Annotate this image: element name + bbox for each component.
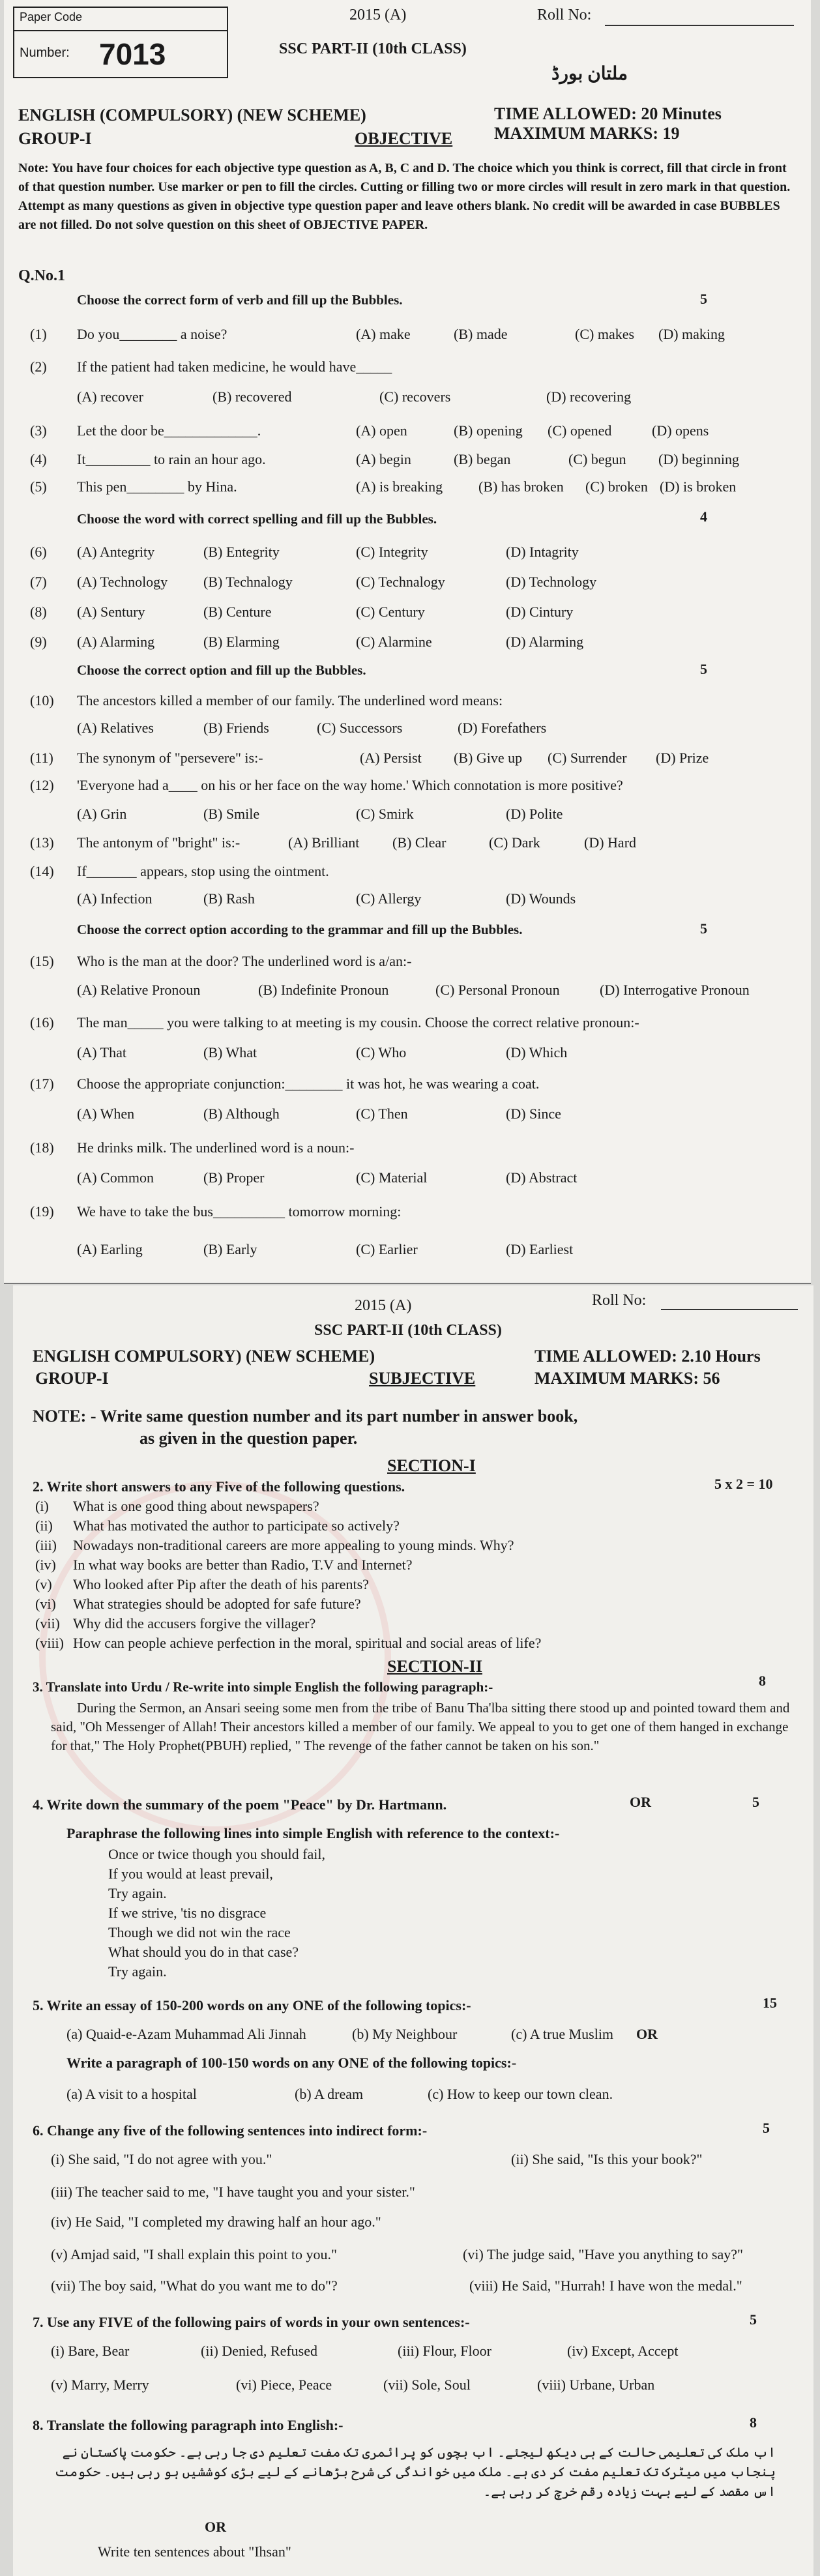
q2-heading: 2. Write short answers to any Five of the following questions.: [33, 1478, 405, 1495]
q2-item-number: (viii): [35, 1635, 64, 1651]
q2-item-number: (iv): [35, 1557, 56, 1573]
q2-item-text: In what way books are better than Radio, T.V and Internet?: [73, 1557, 413, 1573]
mcq-options-row: (A) Earling (B) Early (C) Earlier (D) Earliest: [77, 1241, 574, 1257]
mcq-options-row: (A) recover (B) recovered (C) recovers (D) recovering: [77, 388, 632, 405]
mcq-row: (7) (A) Technology (B) Technalogy (C) Technalogy (D) Technology: [30, 574, 597, 590]
paper-number: 7013: [99, 37, 166, 71]
board-urdu: ملتان بورڈ: [551, 64, 628, 84]
mcq-row: (11) The synonym of "persevere" is:- (A) Persist (B) Give up (C) Surrender (D) Prize: [30, 750, 709, 766]
q4-marks: 5: [752, 1794, 759, 1810]
q7-item: (iv) Except, Accept: [567, 2343, 679, 2359]
roll-label: Roll No:: [537, 7, 592, 23]
section-marks: 5: [700, 920, 707, 937]
q6-item: (v) Amjad said, "I shall explain this point to you.": [51, 2246, 337, 2262]
q2-item-text: What has motivated the author to participate so actively?: [73, 1517, 400, 1534]
subject: ENGLISH (COMPULSORY) (NEW SCHEME): [18, 106, 366, 124]
group: GROUP-I: [18, 129, 92, 148]
year: 2015 (A): [355, 1297, 412, 1314]
poem-line: Once or twice though you should fail,: [108, 1846, 325, 1862]
time-allowed: TIME ALLOWED: 20 Minutes: [494, 104, 722, 123]
mcq-row: (8) (A) Sentury (B) Centure (C) Century (D) Cintury: [30, 604, 574, 620]
q2-item-number: (vi): [35, 1596, 56, 1612]
section-instruction: Choose the correct form of verb and fill up the Bubbles.: [77, 292, 403, 308]
section-marks: 4: [700, 508, 707, 525]
mcq-row: (2) If the patient had taken medicine, he would have_____: [30, 359, 392, 375]
q7-item: (iii) Flour, Floor: [398, 2343, 491, 2359]
max-marks: MAXIMUM MARKS: 56: [534, 1369, 720, 1388]
q5-heading: 5. Write an essay of 150-200 words on any ONE of the following topics:-: [33, 1997, 471, 2013]
q6-item: (vii) The boy said, "What do you want me to do"?: [51, 2277, 338, 2294]
section-instruction: Choose the correct option and fill up the Bubbles.: [77, 662, 366, 678]
mcq-options-row: (A) That (B) What (C) Who (D) Which: [77, 1044, 568, 1061]
mcq-row: (14) If_______ appears, stop using the ointment.: [30, 863, 329, 879]
paper-code-box: [13, 7, 228, 78]
mcq-options-row: (A) Relative Pronoun (B) Indefinite Pronoun (C) Personal Pronoun (D) Interrogative Pronoun: [77, 982, 750, 998]
section-instruction: Choose the word with correct spelling and fill up the Bubbles.: [77, 511, 437, 527]
q5-alt-topic: (a) A visit to a hospital: [66, 2086, 197, 2102]
poem-line: If we strive, 'tis no disgrace: [108, 1905, 267, 1921]
mcq-row: (13) The antonym of "bright" is:- (A) Brilliant (B) Clear (C) Dark (D) Hard: [30, 834, 637, 851]
q2-item-text: Who looked after Pip after the death of his parents?: [73, 1576, 369, 1592]
q5-alt-topic: (c) How to keep our town clean.: [428, 2086, 613, 2102]
mcq-row: (10) The ancestors killed a member of our family. The underlined word means:: [30, 692, 503, 709]
mcq-row: (15) Who is the man at the door? The underlined word is a/an:-: [30, 953, 412, 969]
mcq-row: (6) (A) Antegrity (B) Entegrity (C) Integrity (D) Intagrity: [30, 544, 579, 560]
roll-label: Roll No:: [592, 1292, 647, 1309]
q6-item: (viii) He Said, "Hurrah! I have won the medal.": [469, 2277, 742, 2294]
q7-marks: 5: [750, 2311, 757, 2328]
q6-marks: 5: [763, 2120, 770, 2136]
q2-item-number: (i): [35, 1498, 49, 1514]
roll-line: [605, 25, 794, 26]
poem-line: Try again.: [108, 1885, 167, 1901]
paper-type: SUBJECTIVE: [369, 1369, 476, 1388]
time-allowed: TIME ALLOWED: 2.10 Hours: [534, 1347, 761, 1366]
q8-or: OR: [205, 2519, 226, 2535]
poem-line: Try again.: [108, 1963, 167, 1980]
section-marks: 5: [700, 661, 707, 677]
q2-item-number: (iii): [35, 1537, 57, 1553]
q8-heading: 8. Translate the following paragraph into English:-: [33, 2417, 344, 2433]
number-label: Number:: [20, 46, 70, 60]
mcq-row: (4) It_________ to rain an hour ago. (A) begin (B) began (C) begun (D) beginning: [30, 451, 740, 467]
mcq-options-row: (A) When (B) Although (C) Then (D) Since: [77, 1105, 561, 1122]
poem-line: Though we did not win the race: [108, 1924, 291, 1940]
q4-heading: 4. Write down the summary of the poem "Peace" by Dr. Hartmann.: [33, 1796, 447, 1813]
poem-line: If you would at least prevail,: [108, 1866, 273, 1882]
q6-item: (vi) The judge said, "Have you anything to say?": [463, 2246, 743, 2262]
q7-item: (vi) Piece, Peace: [236, 2377, 332, 2393]
q5-topic: (a) Quaid-e-Azam Muhammad Ali Jinnah: [66, 2026, 306, 2042]
year: 2015 (A): [349, 7, 407, 23]
class-title: SSC PART-II (10th CLASS): [279, 40, 467, 57]
poem-line: What should you do in that case?: [108, 1944, 299, 1960]
q2-item-text: Nowadays non-traditional careers are more appealing to young minds. Why?: [73, 1537, 514, 1553]
mcq-row: (3) Let the door be_____________. (A) open (B) opening (C) opened (D) opens: [30, 422, 709, 439]
max-marks: MAXIMUM MARKS: 19: [494, 124, 680, 143]
q7-item: (v) Marry, Merry: [51, 2377, 149, 2393]
q2-item-text: Why did the accusers forgive the villager?: [73, 1615, 316, 1632]
objective-paper: [4, 0, 811, 1284]
q6-item: (iii) The teacher said to me, "I have taught you and your sister.": [51, 2184, 415, 2200]
q5-topic: (b) My Neighbour: [352, 2026, 458, 2042]
question-number: Q.No.1: [18, 267, 65, 284]
q2-item-number: (ii): [35, 1517, 53, 1534]
q7-item: (i) Bare, Bear: [51, 2343, 130, 2359]
mcq-row: (18) He drinks milk. The underlined word is a noun:-: [30, 1139, 355, 1156]
mcq-options-row: (A) Infection (B) Rash (C) Allergy (D) Wounds: [77, 890, 576, 907]
mcq-row: (17) Choose the appropriate conjunction:________ it was hot, he was wearing a coat.: [30, 1076, 540, 1092]
section-marks: 5: [700, 291, 707, 307]
q3-paragraph: During the Sermon, an Ansari seeing some men from the tribe of Banu Tha'lba sitting there stood up and pointed toward them and said, "Oh Messenger of Allah! Their ancestors killed a member of our family. We appeal to you to get one of them hanged in exchange for that," The Holy Prophet(PBUH) replied, " The revenge of the father cannot be taken on his son.": [51, 1700, 790, 1753]
q6-item: (i) She said, "I do not agree with you.": [51, 2151, 272, 2167]
q7-item: (vii) Sole, Soul: [383, 2377, 471, 2393]
q3-marks: 8: [759, 1673, 766, 1689]
q5-marks: 15: [763, 1995, 777, 2011]
q6-item: (iv) He Said, "I completed my drawing half an hour ago.": [51, 2214, 381, 2230]
note-line-2: as given in the question paper.: [139, 1429, 358, 1448]
note-line-1: NOTE: - Write same question number and its part number in answer book,: [33, 1407, 578, 1426]
q8-urdu-paragraph: اب ملک کی تعلیمی حالت کے ہی دیکھ لیجئے۔ اب بچوں کو پرائمری تک مفت تعلیم دی جا رہی ہے۔ حکومت پاکستان نے پنجاب میں میٹرک تک تعلیم مفت کر دی ہے۔ ملک میں خواندگی کی شرح بڑھانے کے لیے بڑی کوششیں ہو رہی ہیں۔ حکومت اس مقصد کے لیے بہت زیادہ رقم خرچ کر رہی ہے۔: [54, 2446, 776, 2499]
subject: ENGLISH COMPULSORY) (NEW SCHEME): [33, 1347, 375, 1366]
q2-item-number: (vii): [35, 1615, 60, 1632]
subjective-paper: [13, 1285, 813, 2576]
mcq-row: (12) 'Everyone had a____ on his or her face on the way home.' Which connotation is more positive?: [30, 777, 623, 793]
paper-type: OBJECTIVE: [355, 129, 453, 148]
q7-item: (ii) Denied, Refused: [201, 2343, 317, 2359]
class-title: SSC PART-II (10th CLASS): [314, 1322, 502, 1339]
instructions-note: Note: You have four choices for each objective type question as A, B, C and D. The choice which you think is correct, fill that circle in front of that question number. Use marker or pen to fill the circles. Cutting or filling two or more circles will result in zero mark in that question. Attempt as many questions as given in objective type question paper and leave others blank. No credit will be awarded in case BUBBLES are not filled. Do not solve question on this sheet of OBJECTIVE PAPER.: [18, 161, 791, 232]
q2-item-number: (v): [35, 1576, 52, 1592]
q6-item: (ii) She said, "Is this your book?": [511, 2151, 703, 2167]
mcq-row: (19) We have to take the bus__________ tomorrow morning:: [30, 1203, 402, 1220]
q3-heading: 3. Translate into Urdu / Re-write into simple English the following paragraph:-: [33, 1679, 493, 1695]
mcq-options-row: (A) Relatives (B) Friends (C) Successors (D) Forefathers: [77, 720, 547, 736]
paper-code-label: Paper Code: [20, 10, 83, 23]
q5-or: OR: [636, 2026, 658, 2042]
mcq-row: (1) Do you________ a noise? (A) make (B) made (C) makes (D) making: [30, 326, 725, 342]
group: GROUP-I: [35, 1369, 109, 1388]
section-instruction: Choose the correct option according to the grammar and fill up the Bubbles.: [77, 922, 523, 937]
q5-alternative: Write a paragraph of 100-150 words on any ONE of the following topics:-: [66, 2055, 517, 2071]
q2-marks: 5 x 2 = 10: [714, 1476, 773, 1492]
q5-topic: (c) A true Muslim: [511, 2026, 614, 2042]
q5-alt-topic: (b) A dream: [295, 2086, 364, 2102]
q2-item-text: How can people achieve perfection in the moral, spiritual and social areas of life?: [73, 1635, 542, 1651]
q8-alternative: Write ten sentences about "Ihsan": [98, 2543, 291, 2560]
section-2-heading: SECTION-II: [387, 1657, 482, 1676]
mcq-options-row: (A) Common (B) Proper (C) Material (D) Abstract: [77, 1169, 578, 1186]
q2-item-text: What strategies should be adopted for safe future?: [73, 1596, 361, 1612]
mcq-row: (9) (A) Alarming (B) Elarming (C) Alarmine (D) Alarming: [30, 634, 584, 650]
mcq-row: (16) The man_____ you were talking to at meeting is my cousin. Choose the correct relative pronoun:-: [30, 1014, 639, 1031]
q6-heading: 6. Change any five of the following sentences into indirect form:-: [33, 2122, 428, 2139]
mcq-options-row: (A) Grin (B) Smile (C) Smirk (D) Polite: [77, 806, 563, 822]
mcq-row: (5) This pen________ by Hina. (A) is breaking (B) has broken (C) broken (D) is broken: [30, 478, 737, 495]
roll-line: [661, 1309, 798, 1310]
q7-heading: 7. Use any FIVE of the following pairs of words in your own sentences:-: [33, 2314, 470, 2330]
q7-item: (viii) Urbane, Urban: [537, 2377, 655, 2393]
q2-item-text: What is one good thing about newspapers?: [73, 1498, 319, 1514]
q8-marks: 8: [750, 2414, 757, 2431]
q4-alternative: Paraphrase the following lines into simple English with reference to the context:-: [66, 1825, 560, 1841]
section-1-heading: SECTION-I: [387, 1456, 476, 1475]
q4-or: OR: [630, 1794, 651, 1810]
